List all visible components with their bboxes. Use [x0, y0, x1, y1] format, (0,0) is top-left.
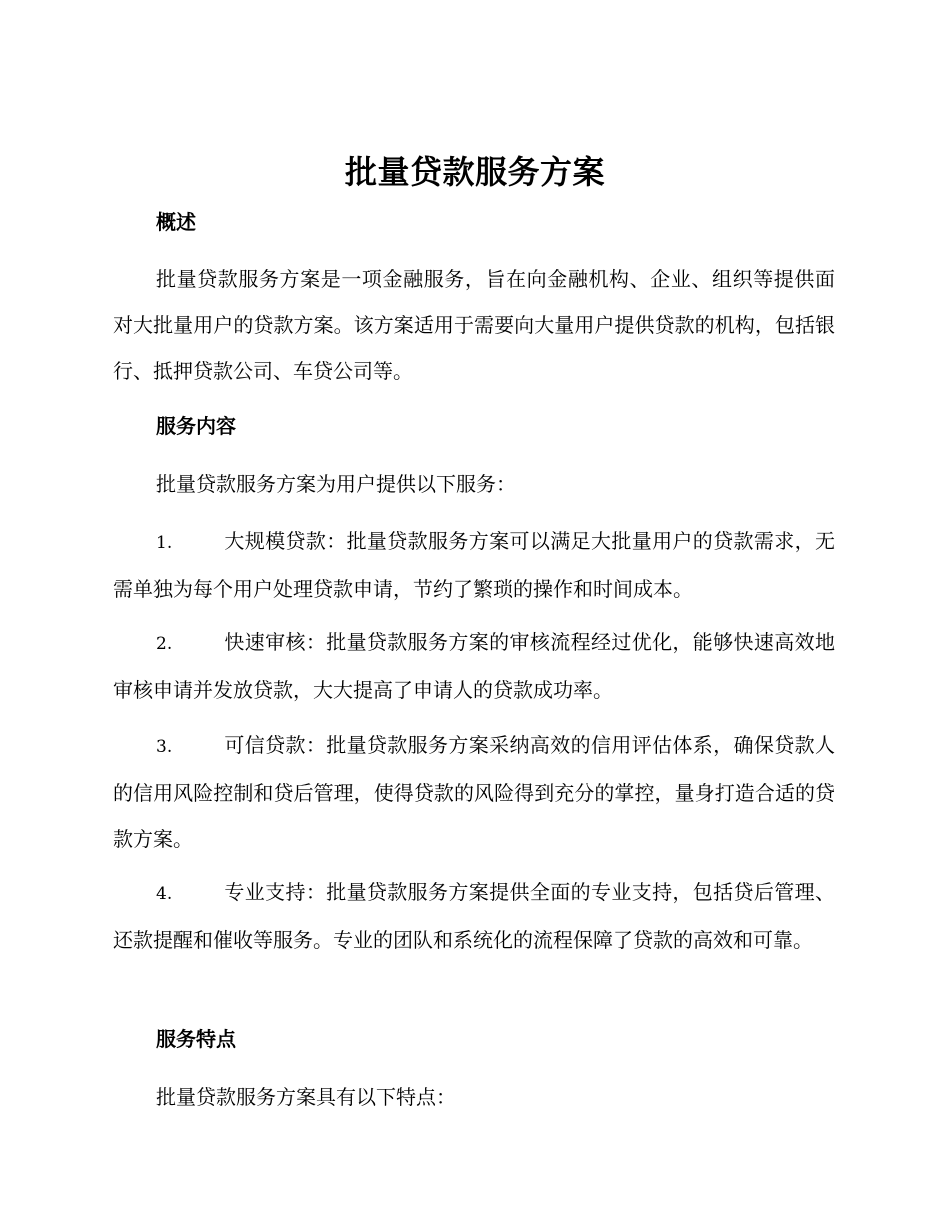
list-item-number: 1. — [156, 533, 173, 553]
list-item-text: 快速审核：批量贷款服务方案的审核流程经过优化，能够快速高效地审核申请并发放贷款，大大提高了申请人的贷款成功率。 — [113, 630, 835, 702]
list-item-number: 4. — [156, 884, 173, 904]
section-heading-services: 服务内容 — [156, 414, 236, 438]
services-intro: 批量贷款服务方案为用户提供以下服务： — [156, 472, 516, 496]
features-intro: 批量贷款服务方案具有以下特点： — [156, 1085, 456, 1109]
list-item-text: 专业支持：批量贷款服务方案提供全面的专业支持，包括贷后管理、还款提醒和催收等服务。专业的团队和系统化的流程保障了贷款的高效和可靠。 — [113, 880, 835, 952]
section-heading-overview: 概述 — [156, 210, 196, 234]
list-item — [113, 869, 835, 963]
document-title: 批量贷款服务方案 — [344, 153, 605, 191]
list-item — [113, 722, 835, 862]
overview-paragraph: 批量贷款服务方案是一项金融服务，旨在向金融机构、企业、组织等提供面对大批量用户的贷款方案。该方案适用于需要向大量用户提供贷款的机构，包括银行、抵押贷款公司、车贷公司等。 — [113, 267, 835, 383]
list-item-number: 2. — [156, 634, 173, 654]
list-item-text: 可信贷款：批量贷款服务方案采纳高效的信用评估体系，确保贷款人的信用风险控制和贷后管理，使得贷款的风险得到充分的掌控，量身打造合适的贷款方案。 — [113, 733, 835, 851]
section-heading-features: 服务特点 — [156, 1027, 236, 1051]
list-item — [113, 518, 835, 612]
list-item-number: 3. — [156, 737, 173, 757]
list-item — [113, 619, 835, 713]
list-item-text: 大规模贷款：批量贷款服务方案可以满足大批量用户的贷款需求，无需单独为每个用户处理贷款申请，节约了繁琐的操作和时间成本。 — [113, 529, 835, 601]
